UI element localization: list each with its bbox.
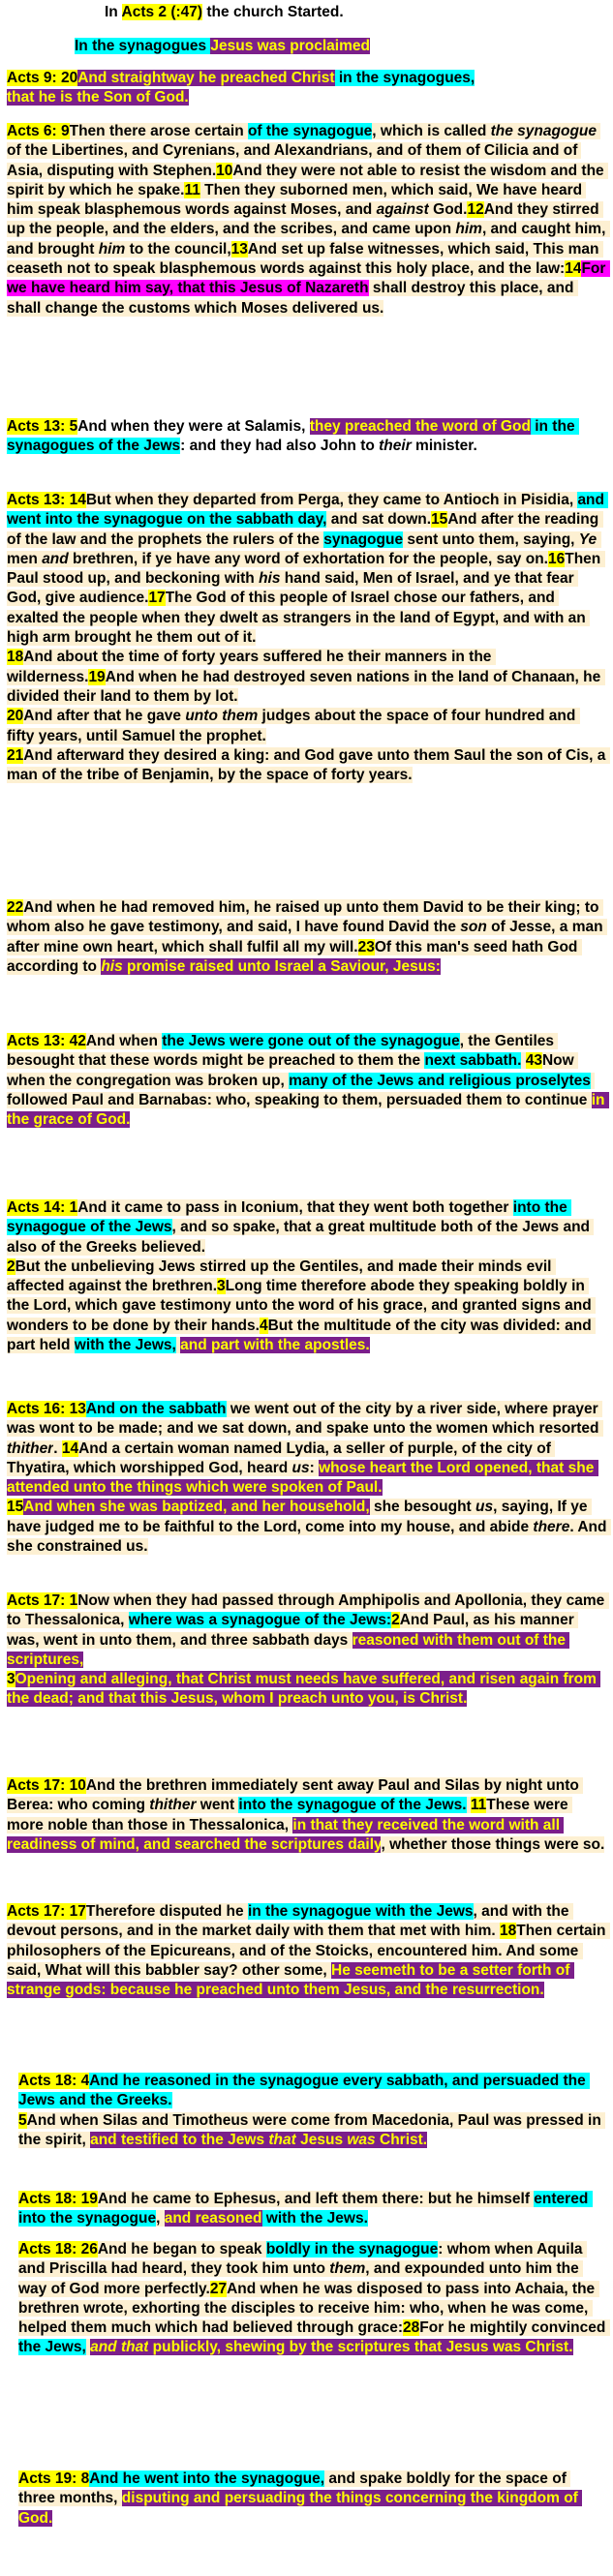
text-segment: But when they departed from Perga, they came to Antioch in Pisidia, xyxy=(85,492,578,508)
text-segment: Acts 18: 19 xyxy=(18,2191,98,2207)
text-segment: 10 xyxy=(216,162,233,179)
text-segment: 3 xyxy=(217,1278,226,1295)
text-segment: them xyxy=(329,2260,366,2278)
text-segment: and that xyxy=(90,2339,149,2356)
text-segment: him xyxy=(98,240,126,258)
text-segment: 4 xyxy=(259,1317,268,1334)
text-segment: , and caught him, and brought xyxy=(7,221,610,258)
text-segment: and sat down. xyxy=(326,511,432,529)
text-segment: Acts 9: 20 xyxy=(7,70,78,86)
text-segment: And they were not able to resist the wisdom and the spirit by which he spake. xyxy=(7,162,608,198)
text-segment: God. xyxy=(428,201,468,219)
text-segment: In the synagogues xyxy=(75,38,211,54)
text-segment: with the Jews, xyxy=(74,1337,176,1354)
text-segment: reasoned with them out of the scriptures, xyxy=(7,1631,570,1668)
text-segment: 43 xyxy=(525,1052,542,1070)
text-segment: his xyxy=(101,957,123,975)
text-segment: the synagogue xyxy=(490,123,598,139)
text-segment: 16 xyxy=(547,550,566,567)
text-segment: and xyxy=(42,550,69,567)
text-segment: And when he was disposed to pass into Achaia, the brethren wrote, exhorting the disciples to receive him: who, when he was come, helped them much which had believed through grace: xyxy=(18,2280,599,2337)
text-segment: and part with the apostles. xyxy=(180,1337,370,1354)
text-segment: , and expounded unto him the way of God more perfectly. xyxy=(18,2260,584,2297)
text-segment: disputing and persuading the things concerning the kingdom of God. xyxy=(18,2490,583,2527)
passage-acts-16-13 xyxy=(7,1400,611,1557)
text-segment: And when Silas and Timotheus were come from Macedonia, Paul was pressed in the spirit, xyxy=(18,2111,606,2148)
text-segment: Acts 6: 9 xyxy=(7,123,70,139)
text-segment: And he began to speak xyxy=(97,2241,266,2258)
text-segment: , and so spake, that a great multitude both of the Jews and also of the Greeks believed. xyxy=(7,1219,595,1256)
text-segment: 12 xyxy=(467,201,484,219)
text-segment: Opening and alleging, that Christ must needs have suffered, and risen again from the dead; and that this Jesus, whom I preach unto you, is Christ. xyxy=(7,1671,601,1708)
text-segment: Then there arose certain xyxy=(69,123,248,139)
passage-acts-13-22 xyxy=(7,898,607,977)
text-segment: of Jesse, a man after mine own heart, which shall fulfil all my will. xyxy=(7,919,607,955)
text-segment: And he reasoned in the synagogue every sabbath, and persuaded the Jews and the Greeks. xyxy=(18,2073,591,2109)
text-segment: But the multitude of the city was divided: and part held xyxy=(7,1317,597,1354)
text-segment: whose heart the Lord opened, that she attended unto the things which were spoken of Paul. xyxy=(7,1459,598,1497)
text-segment: sent unto them, saying, xyxy=(403,530,579,548)
text-segment: of the Libertines, and Cyrenians, and Alexandrians, and of them of Cilicia and of Asia, disputing with Stephen. xyxy=(7,123,601,179)
text-segment: 11 xyxy=(184,181,200,198)
text-segment: went xyxy=(196,1797,239,1814)
text-segment: was xyxy=(347,2131,376,2148)
text-segment: 15 xyxy=(431,511,448,529)
text-segment: shall destroy this place, and shall change the customs which Moses delivered us. xyxy=(7,280,578,317)
text-segment: she besought xyxy=(369,1499,476,1516)
passage-acts-13-42 xyxy=(7,1032,607,1130)
text-segment: , whether those things were so. xyxy=(381,1835,605,1853)
text-segment: their xyxy=(379,438,412,455)
text-segment: there xyxy=(533,1518,570,1535)
text-segment: , which is called xyxy=(372,123,491,139)
text-segment: son xyxy=(460,919,487,936)
text-segment: 27 xyxy=(209,2280,228,2297)
text-segment: And he went into the synagogue, xyxy=(89,2470,325,2487)
text-segment: Then they suborned men, which said, We have heard him speak blasphemous words against Moses, and xyxy=(7,181,587,219)
text-segment: And when xyxy=(85,1033,163,1049)
text-segment: And he came to Ephesus, and left them there: but he himself xyxy=(97,2191,535,2207)
text-segment: brethren, if ye have any word of exhortation for the people, say on. xyxy=(68,550,548,567)
text-segment: And after the reading of the law and the prophets the rulers of the xyxy=(7,511,603,548)
text-segment: Acts 2 (:47) xyxy=(121,4,203,20)
text-segment: next sabbath. xyxy=(424,1052,522,1070)
text-segment: 17 xyxy=(148,590,166,607)
text-segment: we went out of the city by a river side, where prayer was wont to be made; and we sat down, and spake unto the women which resorted xyxy=(7,1401,603,1438)
text-segment: , xyxy=(156,2210,165,2227)
text-segment: where was a synagogue of the Jews: xyxy=(128,1612,392,1629)
text-segment: Acts 18: 4 xyxy=(18,2073,90,2089)
text-segment: And set up false witnesses, which said, This man ceaseth not to speak blasphemous words against this holy place, and the law: xyxy=(7,240,603,278)
text-segment: 15 xyxy=(7,1499,24,1516)
text-segment: Acts 14: 1 xyxy=(7,1199,78,1216)
text-segment: And a certain woman named Lydia, a seller of purple, of the city of Thyatira, which worshipped God, heard xyxy=(7,1440,556,1476)
text-segment: And the brethren immediately sent away Paul and Silas by night unto Berea: who coming xyxy=(7,1777,584,1814)
text-segment: And it came to pass in Iconium, that they went both together xyxy=(77,1199,513,1216)
text-segment: Now when they had passed through Amphipolis and Apollonia, they came to Thessalonica, xyxy=(7,1592,609,1629)
text-segment: . And she constrained us. xyxy=(7,1518,611,1556)
text-segment: and testified to the Jews xyxy=(90,2131,269,2148)
text-segment: For he mightily convinced xyxy=(419,2319,610,2337)
text-segment: Now when the congregation was broken up, xyxy=(7,1052,578,1089)
text-segment: into the synagogue of the Jews xyxy=(7,1199,572,1236)
text-segment: And when she was baptized, and her household, xyxy=(23,1499,370,1516)
text-segment: 3 xyxy=(7,1671,15,1688)
text-segment: Then Paul stood up, and beckoning with xyxy=(7,550,605,588)
text-segment: : and they had also John to xyxy=(180,438,380,455)
text-segment: they preached the word of God xyxy=(309,418,531,435)
text-segment: judges about the space of four hundred and fifty years, until Samuel the prophet. xyxy=(7,708,580,744)
text-segment: in that they received the word with all readiness of mind, and searched the scriptures daily xyxy=(7,1816,565,1853)
text-segment: men xyxy=(7,530,601,567)
text-segment: Acts 17: 10 xyxy=(7,1777,86,1794)
passage-acts-14-1 xyxy=(7,1198,607,1355)
text-segment: He seemeth to be a setter forth of strange gods: because he preached unto them Jesus, and the resurrection. xyxy=(7,1961,574,1999)
text-segment: Acts 17: 1 xyxy=(7,1592,78,1609)
passage-acts-6-9 xyxy=(7,122,610,318)
text-segment: 19 xyxy=(88,668,106,685)
text-segment: with the Jews. xyxy=(261,2210,368,2227)
text-segment: 2 xyxy=(391,1612,400,1629)
text-segment: synagogue xyxy=(323,530,404,548)
text-segment: Then certain philosophers of the Epicureans, and of the Stoicks, encountered him. And some said, What will this babbler say? other some, xyxy=(7,1923,610,1979)
text-segment: and spake boldly for the space of three months, xyxy=(18,2470,571,2507)
text-segment: 23 xyxy=(357,938,375,955)
text-segment: the church Started. xyxy=(202,4,344,20)
text-segment: And about the time of forty years suffered he their manners in the wilderness. xyxy=(7,649,496,685)
text-segment: of the synagogue xyxy=(247,123,373,139)
text-segment: Long time therefore abode they speaking boldly in the Lord, which gave testimony unto the word of his grace, and granted signs and wonders to be done by their hands. xyxy=(7,1278,597,1334)
text-segment: And after that he gave xyxy=(23,708,186,725)
text-segment: Acts 13: 14 xyxy=(7,492,86,508)
text-segment: And afterward they desired a king: and God gave unto them Saul the son of Cis, a man of the tribe of Benjamin, by the space of forty years. xyxy=(7,746,610,784)
text-segment: : whom when Aquila and Priscilla had heard, they took him unto xyxy=(18,2241,587,2278)
text-segment: publickly, shewing by the scriptures that Jesus was Christ. xyxy=(148,2339,573,2356)
text-segment: 5 xyxy=(18,2111,27,2129)
text-segment: 14 xyxy=(61,1440,79,1457)
text-segment: For we have heard him say, that this Jesus of Nazareth xyxy=(7,260,610,297)
text-segment: his xyxy=(259,570,281,588)
text-segment: that xyxy=(268,2131,296,2148)
text-segment: thither xyxy=(7,1440,54,1457)
passage-acts-17-1 xyxy=(7,1591,607,1710)
text-segment: many of the Jews and religious proselytes xyxy=(289,1072,591,1089)
text-segment: In xyxy=(105,4,122,20)
text-segment: 2 xyxy=(7,1258,15,1275)
text-segment: Acts 19: 8 xyxy=(18,2470,90,2487)
text-segment: promise raised unto Israel a Saviour, Jesus: xyxy=(122,957,441,975)
heading-church-started xyxy=(105,3,550,22)
text-segment: 28 xyxy=(403,2319,420,2337)
text-segment: And straightway he preached Christ xyxy=(77,70,335,86)
text-segment: us xyxy=(475,1499,494,1516)
text-segment: 13 xyxy=(230,240,248,258)
text-segment: and went into the synagogue on the sabbath day, xyxy=(7,492,609,529)
text-segment: him xyxy=(455,221,482,238)
text-segment: Acts 13: 5 xyxy=(7,418,78,435)
passage-acts-9-20 xyxy=(7,69,607,108)
passage-acts-18-4 xyxy=(18,2072,607,2150)
text-segment: in the synagogues of the Jews xyxy=(7,418,579,455)
text-segment: These were more noble than those in Thessalonica, xyxy=(7,1797,572,1834)
text-segment: And they stirred up the people, and the elders, and the scribes, and came upon xyxy=(7,201,603,238)
text-segment: in the synagogue with the Jews xyxy=(247,1903,474,1920)
passage-acts-19-8 xyxy=(18,2470,607,2529)
text-segment: boldly in the synagogue xyxy=(265,2241,439,2258)
text-segment: in the grace of God. xyxy=(7,1091,609,1129)
text-segment: followed Paul and Barnabas: who, speaking to them, persuaded them to continue xyxy=(7,1072,596,1108)
heading-synagogues-jesus-proclaimed xyxy=(75,37,520,56)
text-segment: 18 xyxy=(7,649,24,666)
text-segment: against xyxy=(376,201,429,219)
text-segment: in the synagogues, xyxy=(334,70,475,86)
text-segment: Acts 13: 42 xyxy=(7,1033,86,1049)
text-segment: 18 xyxy=(500,1923,517,1940)
text-segment: : xyxy=(309,1459,320,1476)
text-segment: unto them xyxy=(185,708,259,725)
text-segment: hand said, Men of Israel, and ye that fear God, give audience. xyxy=(7,570,578,607)
text-segment: that he is the Son of God. xyxy=(7,89,189,106)
text-segment: And on the sabbath xyxy=(85,1401,227,1417)
passage-acts-17-10 xyxy=(7,1776,607,1855)
text-segment: to the council, xyxy=(125,240,231,258)
text-segment: us xyxy=(291,1459,310,1476)
text-segment: Acts 18: 26 xyxy=(18,2241,98,2258)
text-segment: into the synagogue of the Jews. xyxy=(238,1797,467,1814)
text-segment: The God of this people of Israel chose our fathers, and exalted the people when they dwelt as strangers in the land of Egypt, and with an high arm brought he them out of it. xyxy=(7,590,591,647)
text-segment: But the unbelieving Jews stirred up the Gentiles, and made their minds evil affected against the brethren. xyxy=(7,1258,556,1295)
text-segment: 21 xyxy=(7,746,24,764)
text-segment: Of this man's seed hath God according to xyxy=(7,938,582,975)
text-segment: And Paul, as his manner was, went in unto them, and three sabbath days xyxy=(7,1612,579,1649)
text-segment: 22 xyxy=(7,899,24,916)
text-segment: entered into the synagogue xyxy=(18,2191,593,2227)
text-segment: Acts 17: 17 xyxy=(7,1903,86,1920)
passage-acts-13-14 xyxy=(7,491,610,785)
passage-acts-17-17 xyxy=(7,1902,610,2000)
text-segment: Christ. xyxy=(375,2131,428,2148)
text-segment: Acts 16: 13 xyxy=(7,1401,86,1417)
text-segment: Therefore disputed he xyxy=(85,1903,248,1920)
text-segment: 11 xyxy=(470,1797,487,1814)
text-segment: the Jews, xyxy=(18,2339,86,2356)
text-segment: , and with the devout persons, and in the market daily with them that met with him. xyxy=(7,1903,573,1940)
text-segment: Jesus was proclaimed xyxy=(210,38,370,54)
text-segment: minister. xyxy=(411,438,477,455)
passage-acts-18-26 xyxy=(18,2240,610,2358)
text-segment: And when they were at Salamis, xyxy=(77,418,310,435)
text-segment: . xyxy=(53,1440,62,1457)
text-segment: Ye xyxy=(578,530,598,548)
passage-acts-13-5 xyxy=(7,417,607,457)
text-segment: the Jews were gone out of the synagogue xyxy=(162,1033,460,1049)
text-segment: And when he had destroyed seven nations in the land of Chanaan, he divided their land to them by lot. xyxy=(7,668,605,705)
text-segment: , saying, If ye have judged me to be faithful to the Lord, come into my house, and abide xyxy=(7,1499,592,1535)
text-segment: thither xyxy=(149,1797,197,1814)
text-segment: 20 xyxy=(7,708,24,725)
text-segment: 14 xyxy=(565,260,582,278)
text-segment: Jesus xyxy=(295,2131,348,2148)
passage-acts-18-19 xyxy=(18,2190,607,2229)
text-segment: And when he had removed him, he raised up unto them David to be their king; to whom also he gave testimony, and said, I have found David the xyxy=(7,899,603,936)
text-segment: and reasoned xyxy=(164,2210,262,2227)
text-segment: , the Gentiles besought that these words might be preached to them the xyxy=(7,1033,559,1070)
